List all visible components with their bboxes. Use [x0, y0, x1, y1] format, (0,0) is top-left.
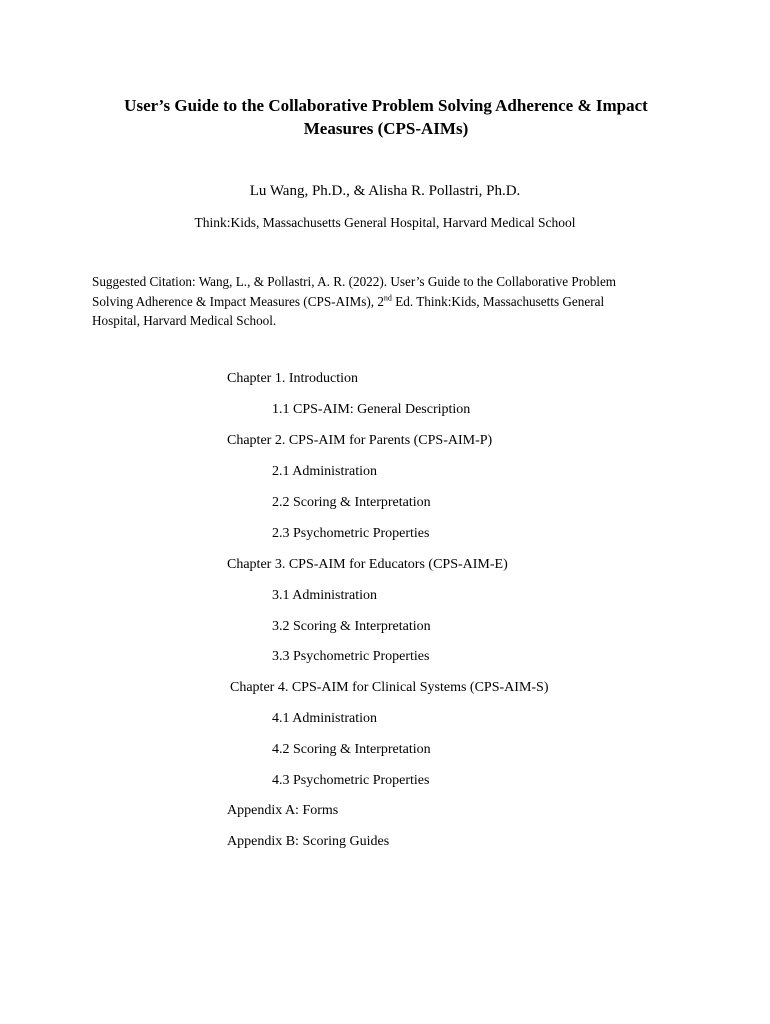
toc-section-4-3: 4.3 Psychometric Properties — [272, 773, 430, 788]
toc-chapter-4: Chapter 4. CPS-AIM for Clinical Systems (CPS-AIM-S) — [230, 680, 549, 695]
toc-section-3-2: 3.2 Scoring & Interpretation — [272, 619, 431, 634]
toc-section-1-1: 1.1 CPS-AIM: General Description — [272, 402, 471, 417]
toc-appendix-a: Appendix A: Forms — [227, 803, 339, 818]
suggested-citation — [92, 272, 682, 331]
citation-line-2-text: Solving Adherence & Impact Measures (CPS-AIMs), 2 — [92, 293, 384, 309]
authors: Lu Wang, Ph.D., & Alisha R. Pollastri, Ph.D. — [249, 183, 521, 199]
title-line-1: User’s Guide to the Collaborative Problem Solving Adherence & Impact — [124, 96, 648, 115]
citation-line-2-rest: Ed. Think:Kids, Massachusetts General — [391, 293, 605, 309]
toc-chapter-3: Chapter 3. CPS-AIM for Educators (CPS-AIM-E) — [227, 557, 508, 572]
toc-section-3-3: 3.3 Psychometric Properties — [272, 649, 430, 664]
toc-section-2-2: 2.2 Scoring & Interpretation — [272, 495, 431, 510]
toc-section-2-1: 2.1 Administration — [272, 464, 377, 479]
toc-chapter-1: Chapter 1. Introduction — [227, 371, 359, 386]
toc-section-2-3: 2.3 Psychometric Properties — [272, 526, 430, 541]
edition-superscript: nd — [383, 293, 392, 303]
citation-line-1: Suggested Citation: Wang, L., & Pollastri, A. R. (2022). User’s Guide to the Collaborative Problem — [92, 274, 617, 289]
toc-section-3-1: 3.1 Administration — [272, 588, 377, 603]
toc-appendix-b: Appendix B: Scoring Guides — [227, 834, 390, 849]
toc-section-4-2: 4.2 Scoring & Interpretation — [272, 742, 431, 757]
affiliation: Think:Kids, Massachusetts General Hospital, Harvard Medical School — [194, 215, 576, 230]
toc-section-4-1: 4.1 Administration — [272, 711, 377, 726]
title-line-2: Measures (CPS-AIMs) — [303, 119, 469, 138]
document-title — [80, 94, 692, 140]
citation-line-2 — [92, 292, 682, 312]
toc-chapter-2: Chapter 2. CPS-AIM for Parents (CPS-AIM-P) — [227, 433, 493, 448]
citation-line-3: Hospital, Harvard Medical School. — [92, 313, 277, 328]
